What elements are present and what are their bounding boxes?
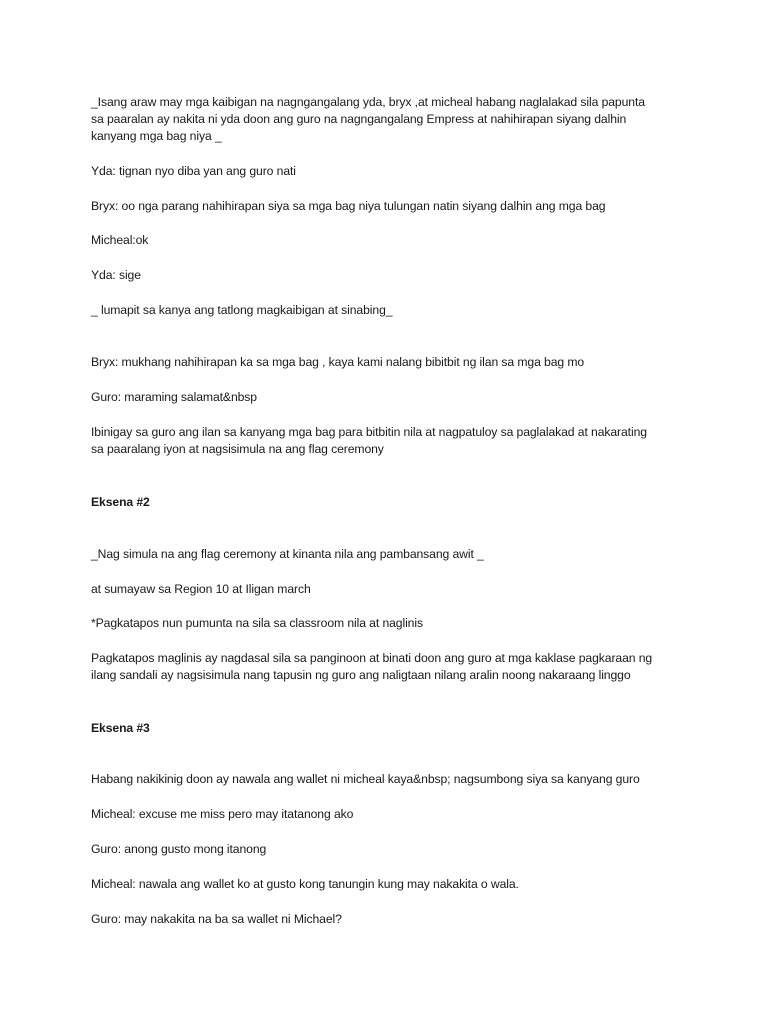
text-line: Micheal: excuse me miss pero may itatanong ako [91,807,354,821]
dialogue-line [91,267,691,284]
text-line: Habang nakikinig doon ay nawala ang wallet ni micheal kaya&nbsp; nagsumbong siya sa kanyang guro [91,772,640,786]
text-line: Guro: maraming salamat&nbsp [91,390,257,404]
narration-paragraph [91,771,691,788]
narration-paragraph [91,302,691,319]
text-line: Bryx: mukhang nahihirapan ka sa mga bag , kaya kami nalang bibitbit ng ilan sa mga bag mo [91,355,585,369]
text-line: Yda: tignan nyo diba yan ang guro nati [91,164,296,178]
text-line: Eksena #3 [91,721,150,735]
narration-paragraph [91,615,691,632]
text-line: sa paaralang iyon at nagsisimula na ang flag ceremony [91,442,384,456]
text-line: Pagkatapos maglinis ay nagdasal sila sa panginoon at binati doon ang guro at mga kaklase pagkaraan ng [91,651,653,665]
text-line: kanyang mga bag niya _ [91,129,222,143]
text-line: _ lumapit sa kanya ang tatlong magkaibigan at sinabing_ [91,303,393,317]
text-line: sa paaralan ay nakita ni yda doon ang guro na nagngangalang Empress at nahihirapan siyang dalhin [91,112,627,126]
text-line: Bryx: oo nga parang nahihirapan siya sa mga bag niya tulungan natin siyang dalhin ang mga bag [91,199,606,213]
text-line: Eksena #2 [91,495,150,509]
dialogue-line [91,354,691,371]
dialogue-line [91,389,691,406]
text-line: Guro: anong gusto mong itanong [91,842,267,856]
text-line: at sumayaw sa Region 10 at Iligan march [91,582,311,596]
dialogue-line [91,841,691,858]
text-line: _Isang araw may mga kaibigan na nagngangalang yda, bryx ,at micheal habang naglalakad sila papunta [91,95,645,109]
narration-paragraph [91,424,691,458]
narration-paragraph [91,581,691,598]
dialogue-line [91,806,691,823]
text-line: Micheal: nawala ang wallet ko at gusto kong tanungin kung may nakakita o wala. [91,877,519,891]
text-line: Micheal:ok [91,233,149,247]
dialogue-line [91,876,691,893]
text-line: Guro: may nakakita na ba sa wallet ni Michael? [91,912,342,926]
dialogue-line [91,163,691,180]
text-line: *Pagkatapos nun pumunta na sila sa classroom nila at naglinis [91,616,423,630]
narration-paragraph [91,650,691,684]
text-line: ilang sandali ay nagsisimula nang tapusin ng guro ang naligtaan nilang aralin noong nakaraang linggo [91,668,631,682]
dialogue-line [91,911,691,928]
scene-heading [91,720,691,737]
dialogue-line [91,232,691,249]
scene-heading [91,494,691,511]
narration-paragraph [91,546,691,563]
narration-paragraph [91,94,691,145]
text-line: Ibinigay sa guro ang ilan sa kanyang mga bag para bitbitin nila at nagpatuloy sa paglalakad at nakarating [91,425,647,439]
dialogue-line [91,198,691,215]
text-line: _Nag simula na ang flag ceremony at kinanta nila ang pambansang awit _ [91,547,484,561]
text-line: Yda: sige [91,268,141,282]
